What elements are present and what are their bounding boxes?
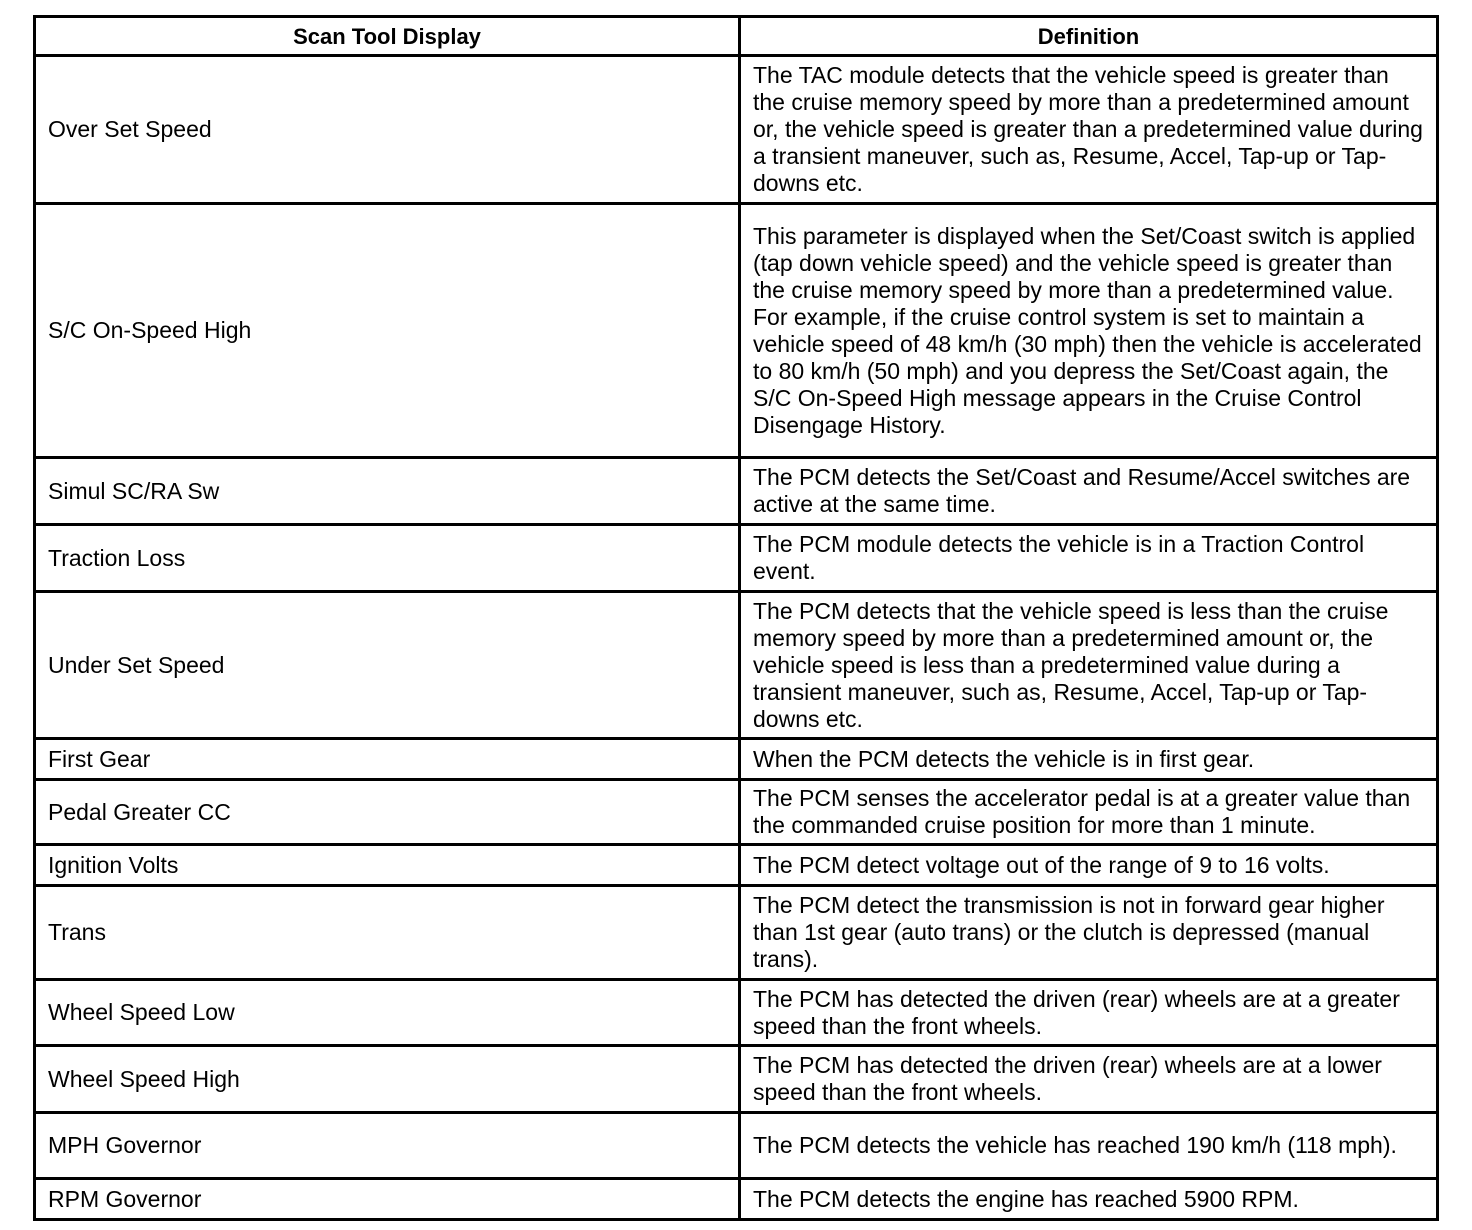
table-row bbox=[35, 1113, 1438, 1179]
table-row bbox=[35, 592, 1438, 739]
definition-cell: The PCM has detected the driven (rear) wheels are at a lower speed than the front wheels. bbox=[740, 1046, 1438, 1113]
column-header-scan-tool-display: Scan Tool Display bbox=[35, 17, 740, 56]
column-header-definition: Definition bbox=[740, 17, 1438, 56]
table-row bbox=[35, 525, 1438, 592]
table-row bbox=[35, 204, 1438, 458]
definition-cell: The PCM senses the accelerator pedal is at a greater value than the commanded cruise position for more than 1 minute. bbox=[740, 780, 1438, 845]
table-row bbox=[35, 739, 1438, 780]
scan-tool-display-cell: Wheel Speed Low bbox=[35, 980, 740, 1046]
definition-cell: The PCM detects the Set/Coast and Resume/Accel switches are active at the same time. bbox=[740, 458, 1438, 525]
table-row bbox=[35, 845, 1438, 886]
table-body bbox=[35, 56, 1438, 1220]
table-row bbox=[35, 1179, 1438, 1220]
definition-cell: The PCM detects the engine has reached 5900 RPM. bbox=[740, 1179, 1438, 1220]
definition-cell: This parameter is displayed when the Set/Coast switch is applied (tap down vehicle speed) and the vehicle speed is greater than the cruise memory speed by more than a predetermined value. For example, if the cruise control system is set to maintain a vehicle speed of 48 km/h (30 mph) then the vehicle is accelerated to 80 km/h (50 mph) and you depress the Set/Coast again, the S/C On-Speed High message appears in the Cruise Control Disengage History. bbox=[740, 204, 1438, 458]
scan-tool-display-cell: Simul SC/RA Sw bbox=[35, 458, 740, 525]
scan-tool-display-cell: Wheel Speed High bbox=[35, 1046, 740, 1113]
definition-cell: When the PCM detects the vehicle is in first gear. bbox=[740, 739, 1438, 780]
scan-tool-display-cell: Ignition Volts bbox=[35, 845, 740, 886]
scan-tool-display-cell: MPH Governor bbox=[35, 1113, 740, 1179]
definition-cell: The PCM detect the transmission is not in forward gear higher than 1st gear (auto trans) or the clutch is depressed (manual trans). bbox=[740, 886, 1438, 980]
definition-cell: The PCM detect voltage out of the range of 9 to 16 volts. bbox=[740, 845, 1438, 886]
scan-tool-display-cell: S/C On-Speed High bbox=[35, 204, 740, 458]
definition-cell: The PCM module detects the vehicle is in a Traction Control event. bbox=[740, 525, 1438, 592]
definition-cell: The TAC module detects that the vehicle speed is greater than the cruise memory speed by more than a predetermined amount or, the vehicle speed is greater than a predetermined value during a transient maneuver, such as, Resume, Accel, Tap-up or Tap-downs etc. bbox=[740, 56, 1438, 204]
scan-tool-display-cell: Trans bbox=[35, 886, 740, 980]
table-row bbox=[35, 980, 1438, 1046]
scan-tool-display-cell: Over Set Speed bbox=[35, 56, 740, 204]
scan-tool-display-cell: Pedal Greater CC bbox=[35, 780, 740, 845]
table-row bbox=[35, 886, 1438, 980]
table-row bbox=[35, 56, 1438, 204]
definition-cell: The PCM detects that the vehicle speed is less than the cruise memory speed by more than a predetermined amount or, the vehicle speed is less than a predetermined value during a transient maneuver, such as, Resume, Accel, Tap-up or Tap-downs etc. bbox=[740, 592, 1438, 739]
scan-tool-display-cell: First Gear bbox=[35, 739, 740, 780]
scan-tool-display-cell: Under Set Speed bbox=[35, 592, 740, 739]
scan-tool-display-cell: Traction Loss bbox=[35, 525, 740, 592]
scan-tool-definitions-table bbox=[33, 15, 1439, 1221]
table-header-row bbox=[35, 17, 1438, 56]
table-row bbox=[35, 780, 1438, 845]
definition-cell: The PCM has detected the driven (rear) wheels are at a greater speed than the front wheels. bbox=[740, 980, 1438, 1046]
table-row bbox=[35, 458, 1438, 525]
table-row bbox=[35, 1046, 1438, 1113]
scan-tool-display-cell: RPM Governor bbox=[35, 1179, 740, 1220]
definition-cell: The PCM detects the vehicle has reached 190 km/h (118 mph). bbox=[740, 1113, 1438, 1179]
